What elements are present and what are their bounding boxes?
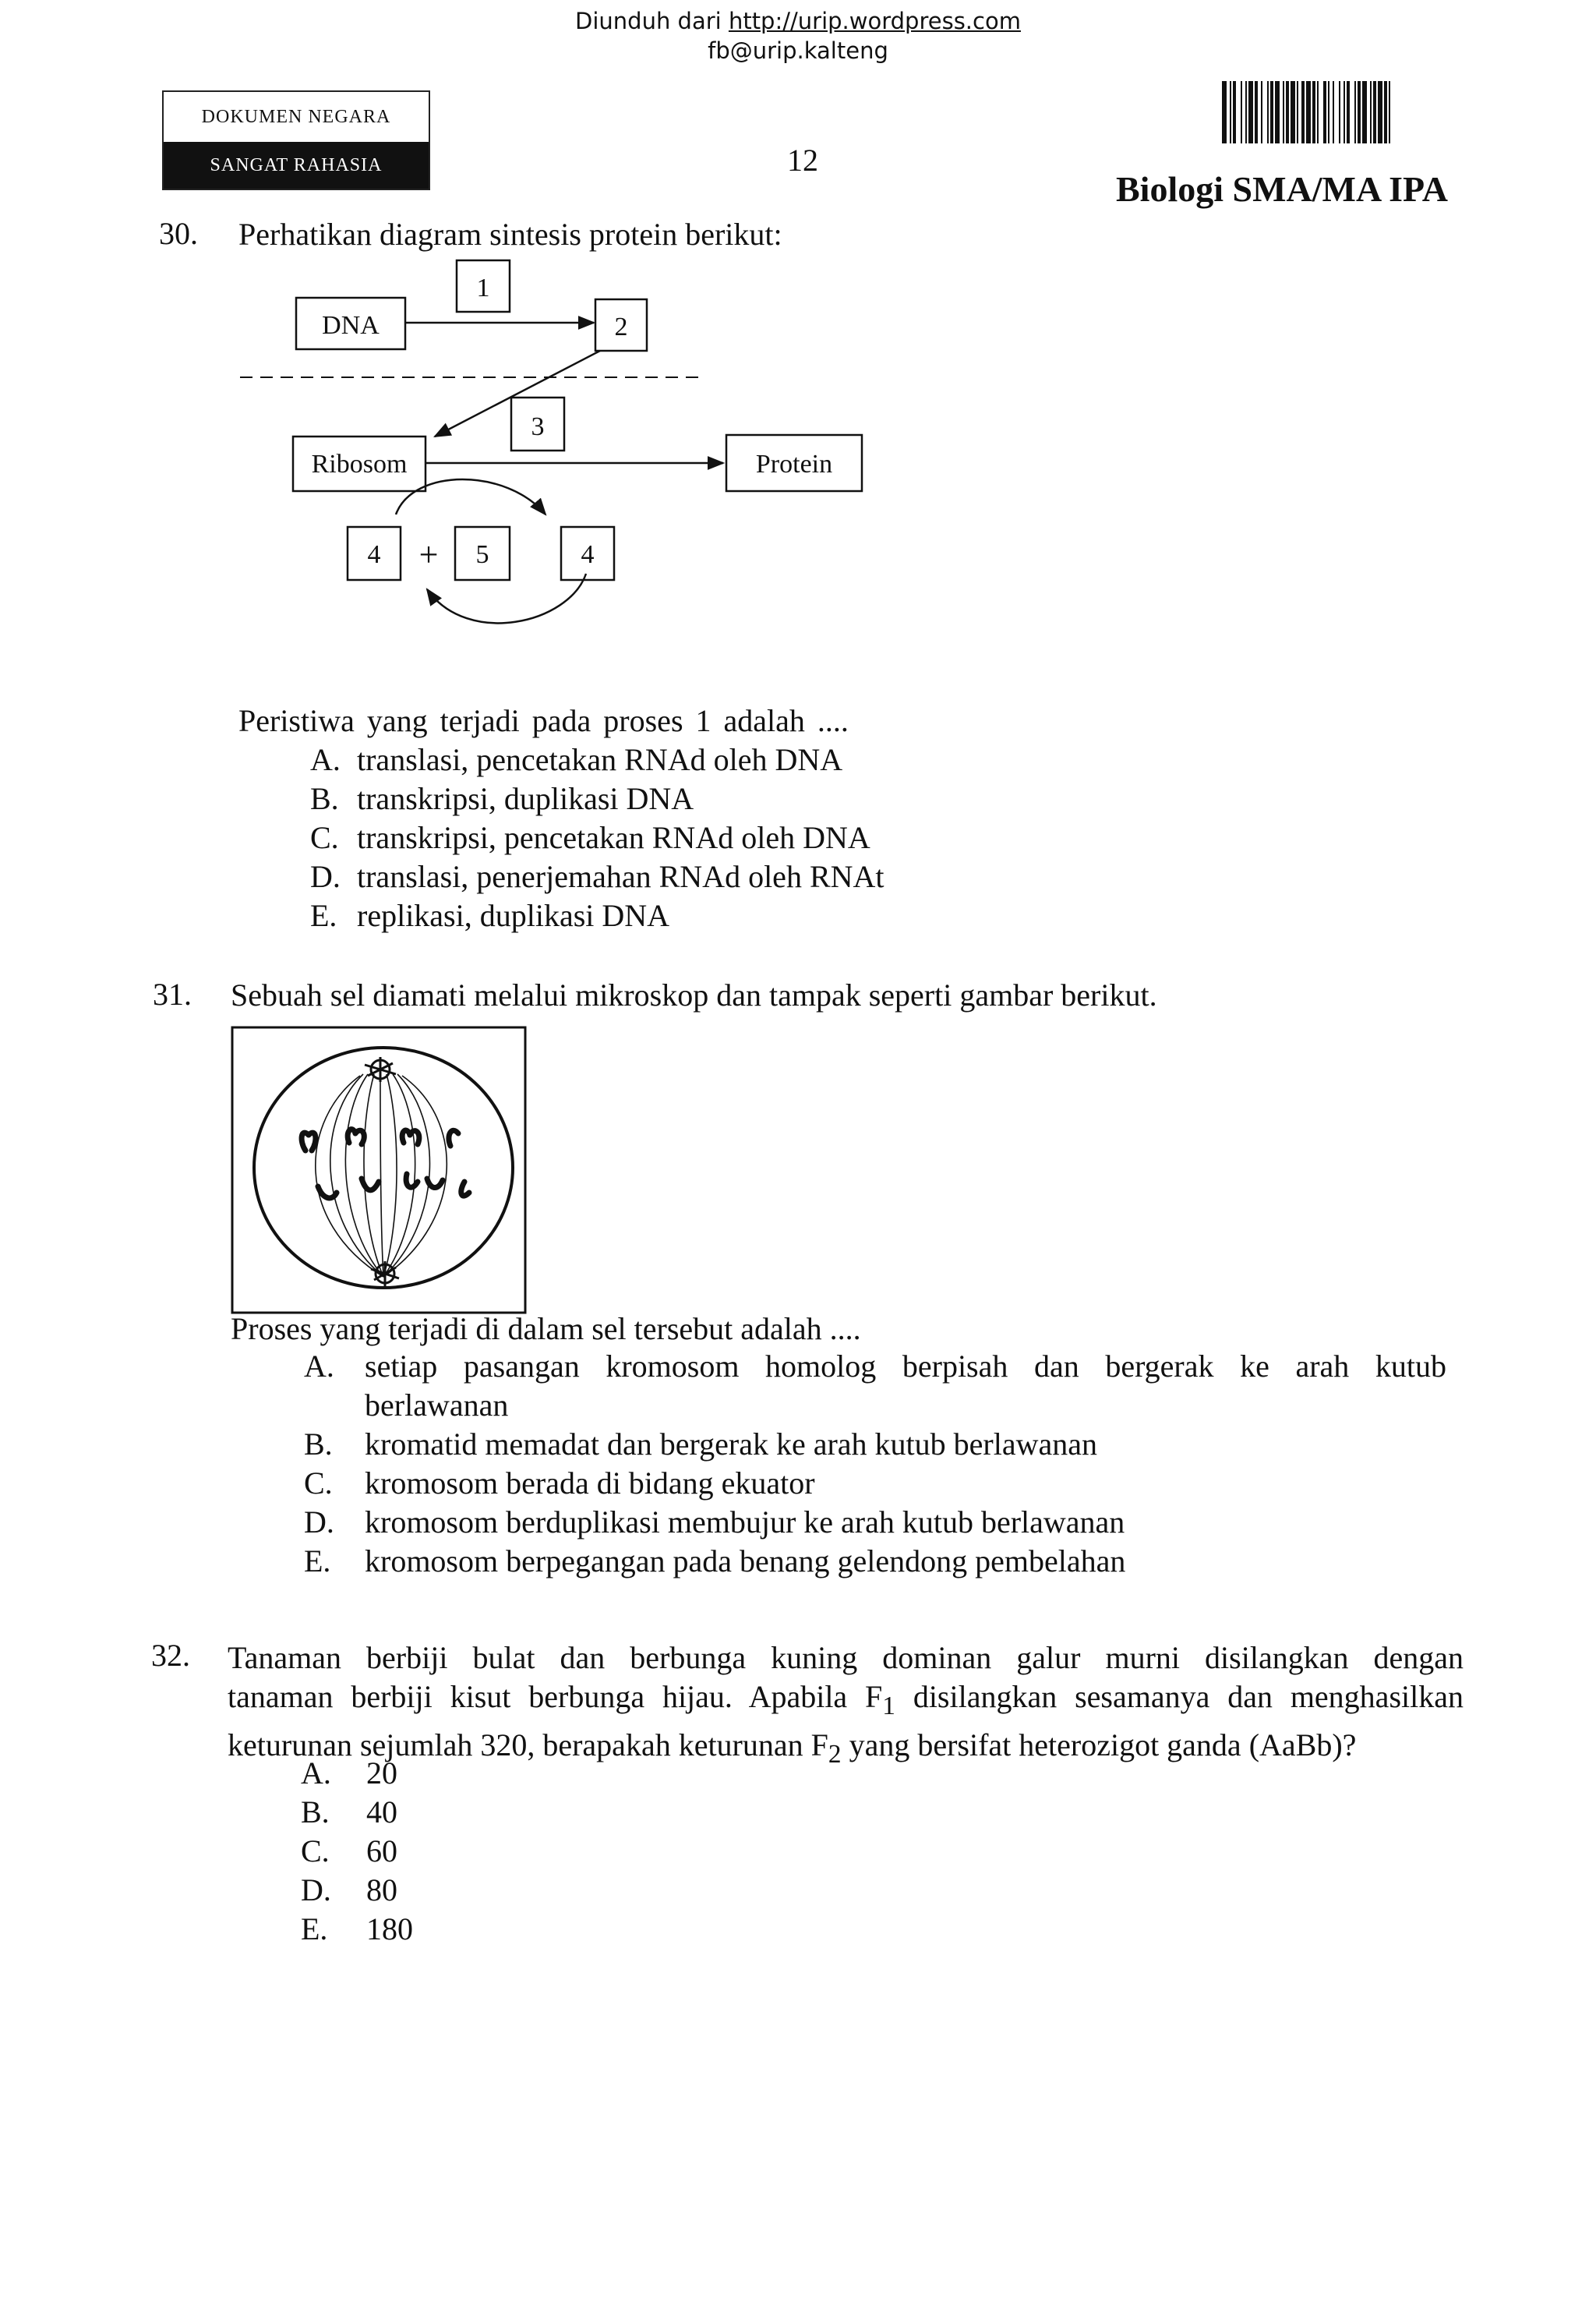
q31-prompt: Sebuah sel diamati melalui mikroskop dan tampak seperti gambar berikut. [231,977,1157,1013]
fb-handle: fb@urip.kalteng [708,37,888,64]
doc-label-negara: DOKUMEN NEGARA [201,107,391,127]
q32-line-3: keturunan sejumlah 320, berapakah keturunan $F_2$ yang bersifat heterozigot ganda (AaBb)? [228,1727,1357,1769]
q31-option-d[interactable] [304,1503,1449,1542]
diagram-label-4b: 4 [581,540,595,569]
option-text: 180 [366,1911,413,1946]
barcode [1222,81,1487,143]
option-text: replikasi, duplikasi DNA [357,898,670,933]
q32-line-1: Tanaman berbiji bulat dan berbunga kuning dominan galur murni disilangkan dengan [228,1640,1464,1675]
page-number: 12 [787,143,818,178]
option-letter: E. [304,1543,331,1578]
protein-synthesis-diagram [234,257,904,663]
q30-option-c[interactable] [310,818,885,857]
option-letter: B. [310,781,339,816]
download-banner [0,6,1596,65]
q32-line-2: tanaman berbiji kisut berbunga hijau. Apabila $F_1$ disilangkan sesamanya dan menghasilkan [228,1679,1464,1720]
q30-option-e[interactable] [310,896,885,935]
option-text: translasi, penerjemahan RNAd oleh RNAt [357,859,885,894]
q31-question: Proses yang terjadi di dalam sel tersebut adalah .... [231,1311,861,1346]
diagram-label-2: 2 [614,313,628,341]
option-text: 20 [366,1755,397,1791]
q32-option-d[interactable] [301,1871,413,1910]
q31-option-e[interactable] [304,1542,1449,1581]
diagram-label-dna: DNA [322,311,380,340]
diagram-label-plus: + [418,536,439,574]
option-letter: E. [301,1911,328,1946]
option-letter: D. [301,1872,331,1907]
diagram-label-4a: 4 [367,540,381,569]
option-text: kromosom berpegangan pada benang gelendong pembelahan [365,1543,1126,1578]
q31-option-a[interactable] [304,1347,1449,1425]
cell-anaphase-image [231,1026,527,1314]
option-text: transkripsi, duplikasi DNA [357,781,694,816]
q30-option-a[interactable] [310,741,885,780]
q30-number: 30. [159,216,198,251]
q32-option-e[interactable] [301,1910,413,1949]
q30-option-d[interactable] [310,857,885,896]
doc-label-rahasia: SANGAT RAHASIA [164,142,429,189]
option-text: 40 [366,1794,397,1829]
option-text: kromosom berada di bidang ekuator [365,1465,815,1501]
classification-box [162,90,430,190]
q32-options [301,1754,413,1949]
option-letter: A. [310,742,341,777]
option-text-continued: berlawanan [365,1388,509,1423]
option-text: setiap pasangan kromosom homolog berpisah dan bergerak ke arah kutub [365,1349,1446,1384]
option-letter: A. [304,1349,334,1384]
option-letter: B. [301,1794,330,1829]
q32-number: 32. [151,1638,190,1673]
option-text: kromatid memadat dan bergerak ke arah kutub berlawanan [365,1426,1097,1462]
q30-prompt: Perhatikan diagram sintesis protein berikut: [238,217,782,252]
q31-option-c[interactable] [304,1464,1449,1503]
q32-option-a[interactable] [301,1754,413,1793]
option-letter: C. [304,1465,333,1501]
download-prefix: Diunduh dari [575,8,729,34]
option-text: 80 [366,1872,397,1907]
option-text: transkripsi, pencetakan RNAd oleh DNA [357,820,870,855]
download-link[interactable]: http://urip.wordpress.com [728,8,1021,34]
diagram-label-1: 1 [476,274,490,302]
option-letter: C. [310,820,339,855]
option-letter: B. [304,1426,333,1462]
q31-number: 31. [153,977,192,1012]
diagram-label-3: 3 [531,412,545,441]
option-text: kromosom berduplikasi membujur ke arah kutub berlawanan [365,1504,1125,1540]
diagram-label-protein: Protein [755,450,833,479]
q31-options [304,1347,1449,1581]
option-letter: D. [304,1504,334,1540]
subscript-2: 2 [828,1740,842,1769]
diagram-label-5: 5 [475,540,489,569]
q32-option-b[interactable] [301,1793,413,1832]
q32-option-c[interactable] [301,1832,413,1871]
q30-options [310,741,885,935]
q30-option-b[interactable] [310,780,885,818]
q30-question: Peristiwa yang terjadi pada proses 1 adalah .... [238,703,849,738]
option-letter: C. [301,1833,330,1868]
diagram-label-ribosom: Ribosom [311,450,408,479]
subscript-1: 1 [882,1692,895,1720]
option-letter: D. [310,859,341,894]
q31-option-b[interactable] [304,1425,1449,1464]
subject-title: Biologi SMA/MA IPA [1116,169,1448,209]
option-text: 60 [366,1833,397,1868]
option-letter: E. [310,898,337,933]
option-letter: A. [301,1755,331,1791]
option-text: translasi, pencetakan RNAd oleh DNA [357,742,843,777]
